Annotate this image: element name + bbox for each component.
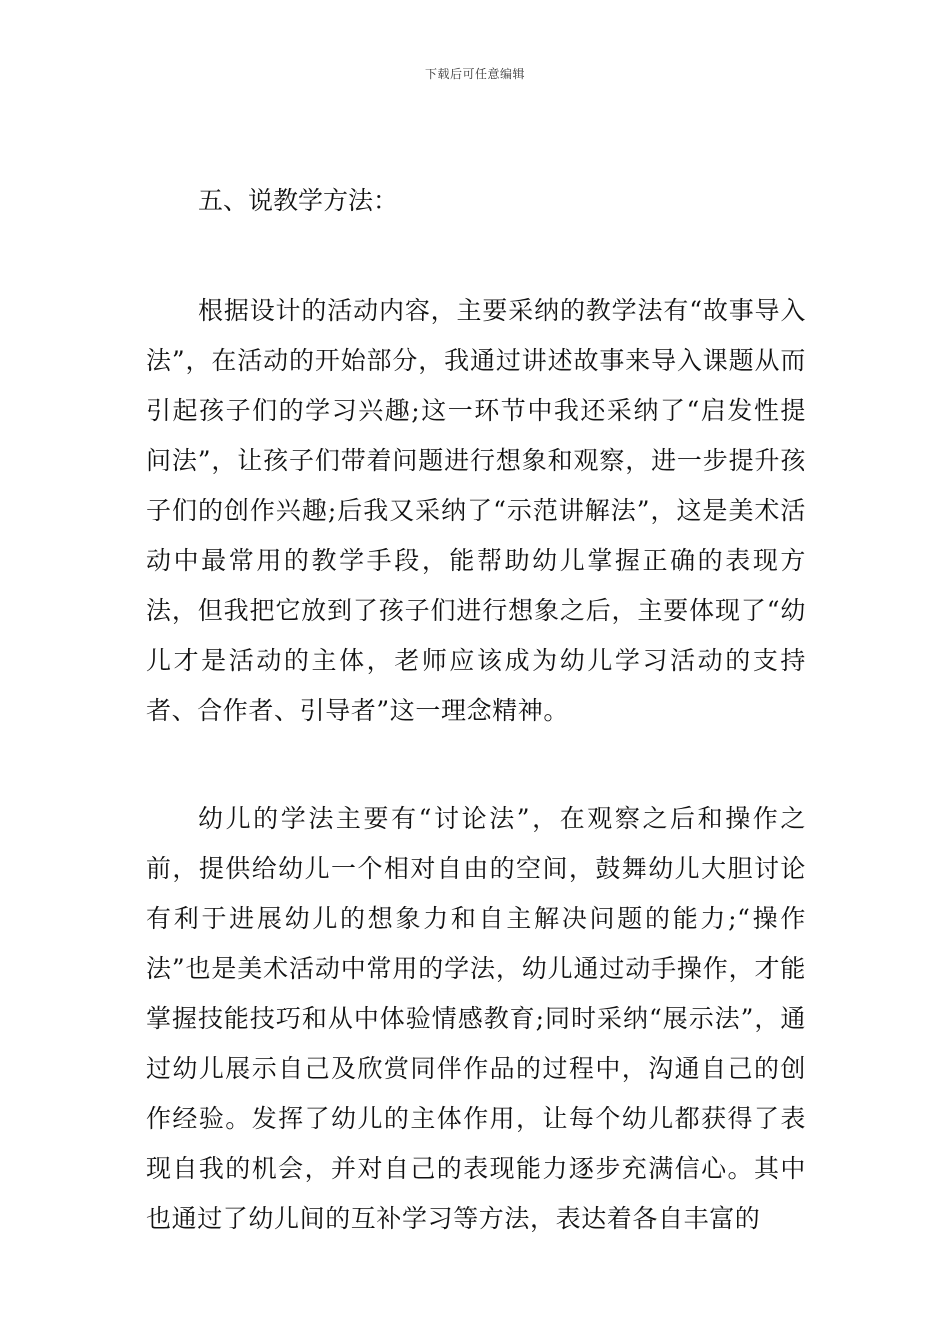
page-header: 下载后可任意编辑 — [424, 67, 525, 81]
paragraph-teaching-methods: 根据设计的活动内容，主要采纳的教学法有“故事导入法”，在活动的开始部分，我通过讲述故事来导入课题从而引起孩子们的学习兴趣;这一环节中我还采纳了“启发性提问法”，让孩子们带着问题进行想象和观察，进一步提升孩子们的创作兴趣;后我又采纳了“示范讲解法”，这是美术活动中最常用的教学手段，能帮助幼儿掌握正确的表现方法，但我把它放到了孩子们进行想象之后，主要体现了“幼儿才是活动的主体，老师应该成为幼儿学习活动的支持者、合作者、引导者”这一理念精神。 — [146, 296, 806, 725]
paragraph-learning-methods: 幼儿的学法主要有“讨论法”，在观察之后和操作之前，提供给幼儿一个相对自由的空间，鼓舞幼儿大胆讨论有利于进展幼儿的想象力和自主解决问题的能力;“操作法”也是美术活动中常用的学法，幼儿通过动手操作，才能掌握技能技巧和从中体验情感教育;同时采纳“展示法”，通过幼儿展示自己及欣赏同伴作品的过程中，沟通自己的创作经验。发挥了幼儿的主体作用，让每个幼儿都获得了表现自我的机会，并对自己的表现能力逐步充满信心。其中也通过了幼儿间的互补学习等方法，表达着各自丰富的 — [146, 804, 806, 1233]
document-body — [146, 181, 806, 1244]
section-heading: 五、说教学方法： — [198, 186, 399, 215]
